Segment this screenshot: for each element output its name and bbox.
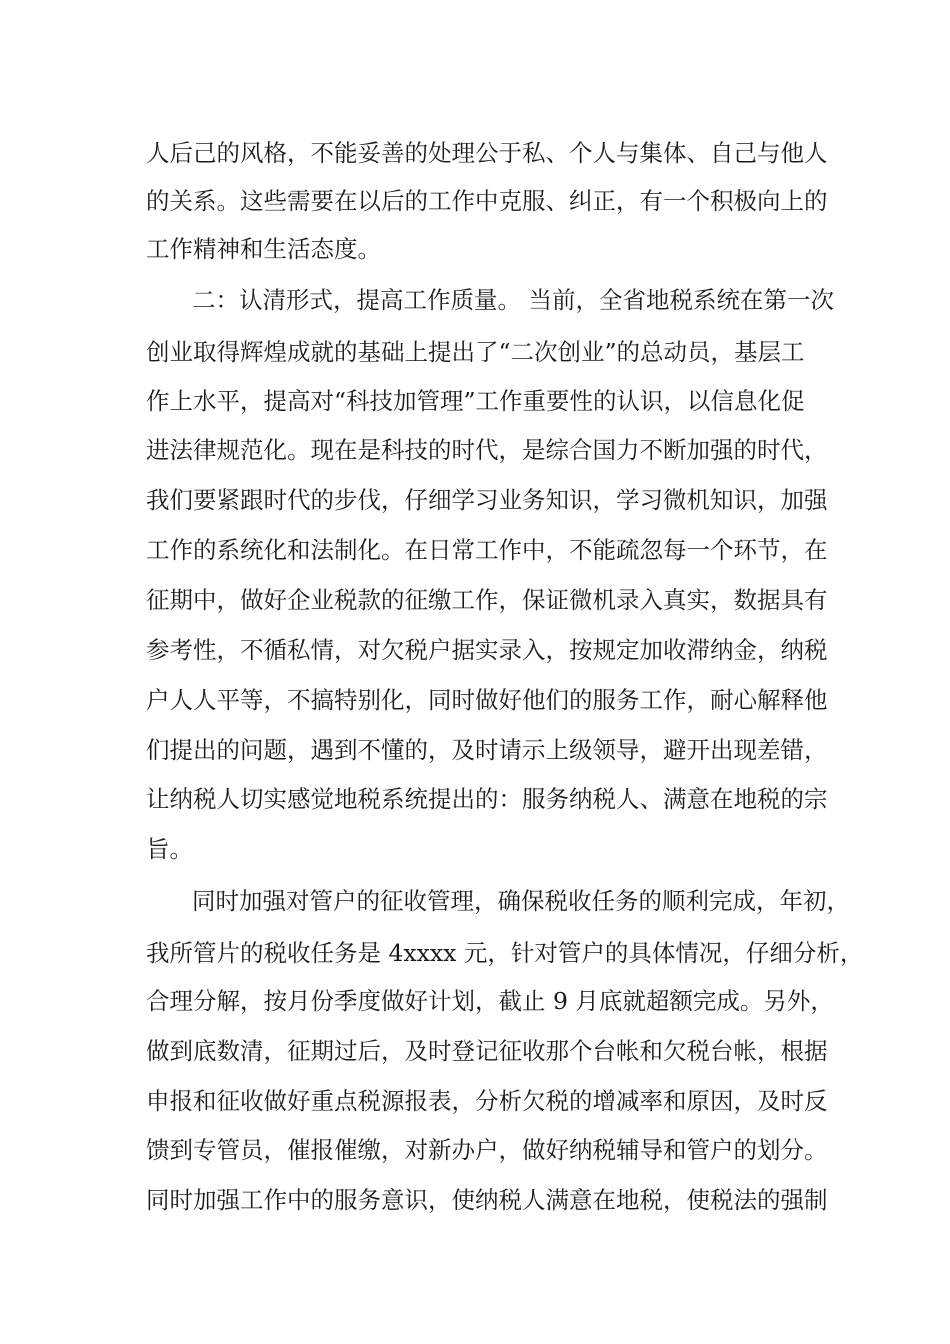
text-line: 们提出的问题，遇到不懂的，及时请示上级领导，避开出现差错， [146, 736, 828, 764]
text-line: 作上水平，提高对“科技加管理”工作重要性的认识，以信息化促 [146, 387, 805, 415]
text-line: 征期中，做好企业税款的征缴工作，保证微机录入真实，数据具有 [146, 586, 828, 614]
text-line: 人后己的风格，不能妥善的处理公于私、个人与集体、自己与他人 [146, 139, 828, 167]
text-line: 做到底数清，征期过后，及时登记征收那个台帐和欠税台帐，根据 [146, 1037, 828, 1065]
text-line: 馈到专管员，催报催缴，对新办户，做好纳税辅导和管户的划分。 [146, 1136, 828, 1164]
text-line: 的关系。这些需要在以后的工作中克服、纠正，有一个积极向上的 [146, 187, 828, 215]
text-line: 我们要紧跟时代的步伐，仔细学习业务知识，学习微机知识，加强 [146, 486, 828, 514]
text-line: 旨。 [146, 835, 193, 863]
text-line: 参考性，不循私情，对欠税户据实录入，按规定加收滞纳金，纳税 [146, 636, 828, 664]
text-line: 创业取得辉煌成就的基础上提出了“二次创业”的总动员，基层工 [146, 338, 805, 366]
text-line: 让纳税人切实感觉地税系统提出的：服务纳税人、满意在地税的宗 [146, 785, 828, 813]
text-line: 工作精神和生活态度。 [146, 235, 381, 263]
text-line: 二：认清形式，提高工作质量。 当前，全省地税系统在第一次 [192, 286, 834, 314]
text-line: 我所管片的税收任务是 4xxxx 元，针对管户的具体情况，仔细分析， [146, 939, 864, 967]
text-line: 进法律规范化。现在是科技的时代，是综合国力不断加强的时代， [146, 436, 828, 464]
text-line: 工作的系统化和法制化。在日常工作中，不能疏忽每一个环节，在 [146, 536, 828, 564]
text-line: 同时加强对管户的征收管理，确保税收任务的顺利完成，年初， [192, 887, 850, 915]
text-line: 同时加强工作中的服务意识，使纳税人满意在地税，使税法的强制 [146, 1186, 828, 1214]
text-line: 合理分解，按月份季度做好计划，截止 9 月底就超额完成。另外， [146, 987, 834, 1015]
text-line: 申报和征收做好重点税源报表，分析欠税的增减率和原因，及时反 [146, 1087, 828, 1115]
text-line: 户人人平等，不搞特别化，同时做好他们的服务工作，耐心解释他 [146, 686, 828, 714]
